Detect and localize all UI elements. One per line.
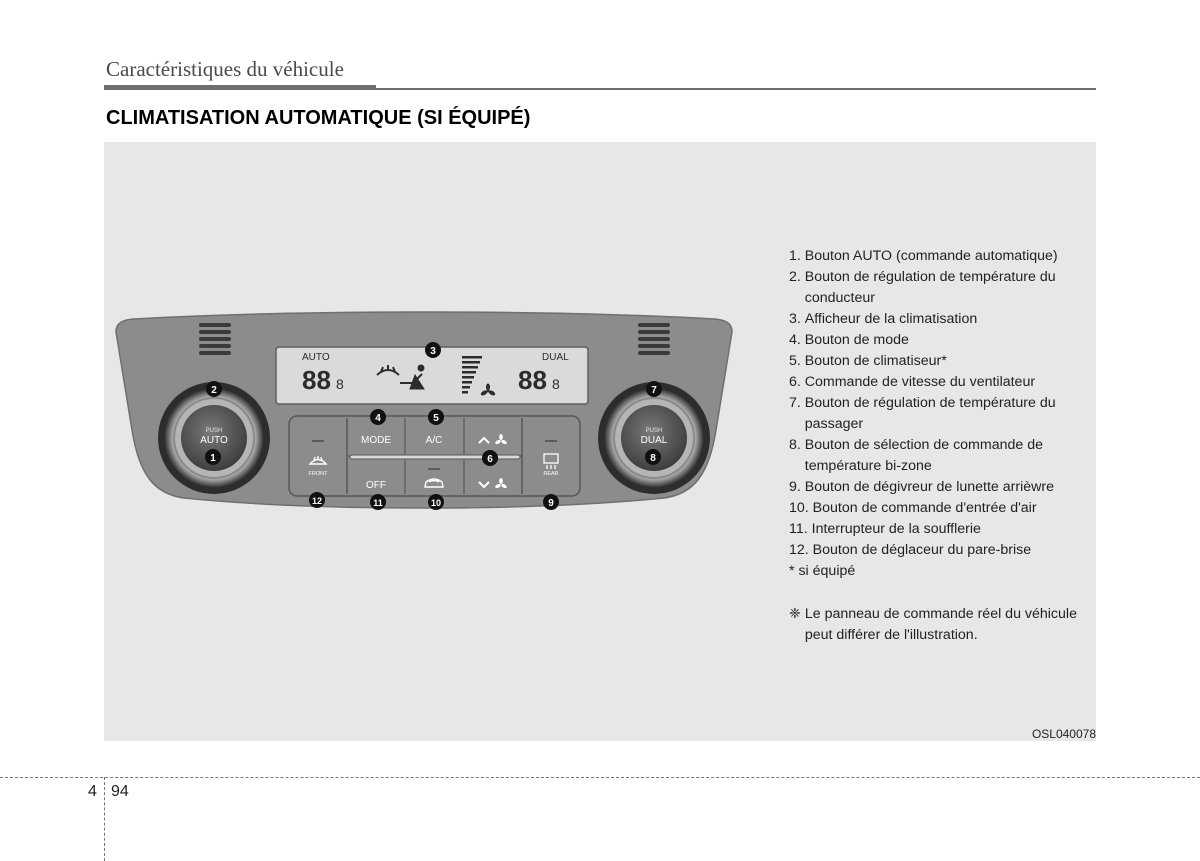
auto-label: AUTO: [200, 435, 228, 446]
svg-text:6: 6: [487, 454, 493, 465]
footer-dashed-divider: [104, 777, 105, 861]
callout-badge: [646, 381, 662, 397]
callout-badge: [205, 449, 221, 465]
svg-text:3: 3: [430, 346, 436, 357]
header-rule-thick: [104, 85, 376, 90]
callout-badge: [206, 381, 222, 397]
svg-text:4: 4: [375, 413, 381, 424]
right-push-label: PUSH: [645, 428, 663, 434]
windshield-defrost-button[interactable]: [291, 418, 345, 494]
legend-note: [789, 604, 1089, 646]
svg-text:2: 2: [211, 385, 217, 396]
legend-item: * si équipé: [789, 563, 856, 579]
callout-badge: [370, 494, 386, 510]
rear-label: REAR: [543, 471, 559, 477]
front-label: FRONT: [308, 471, 328, 477]
legend-item: 3. Afficheur de la climatisation: [789, 311, 978, 327]
callout-badge: [309, 492, 325, 508]
svg-text:7: 7: [651, 385, 657, 396]
svg-text:12: 12: [311, 496, 323, 506]
legend-item: 1. Bouton AUTO (commande automatique): [789, 248, 1058, 264]
legend-item: 4. Bouton de mode: [789, 332, 909, 348]
dual-label: DUAL: [640, 435, 668, 446]
blower-off-button[interactable]: [349, 460, 403, 494]
driver-temp-decimal: 8: [336, 376, 344, 392]
footer-dashed-rule: [0, 777, 1200, 778]
figure-code: OSL040078: [1031, 727, 1096, 741]
callout-badge: [482, 450, 498, 466]
callout-badge: [370, 409, 386, 425]
left-push-label: PUSH: [205, 428, 223, 434]
air-intake-button[interactable]: [407, 460, 462, 494]
legend-item: 10. Bouton de commande d'entrée d'air: [789, 500, 1037, 516]
svg-text:9: 9: [548, 498, 554, 509]
passenger-temp-readout: 88: [518, 365, 547, 395]
legend-item: 9. Bouton de dégivreur de lunette arrièwre: [789, 479, 1055, 495]
header-rule-thin: [376, 88, 1096, 90]
callout-badge: [428, 409, 444, 425]
display-auto-label: AUTO: [302, 352, 330, 363]
legend-item: 12. Bouton de déglaceur du pare-brise: [789, 542, 1032, 558]
note-symbol: ❈: [789, 606, 805, 622]
legend-item: 7. Bouton de régulation de température du passager: [789, 395, 1056, 432]
note-text: Le panneau de commande réel du véhicule peut différer de l'illustration.: [804, 606, 1077, 643]
chapter-number: 4: [88, 783, 97, 800]
mode-label: MODE: [361, 435, 391, 446]
page-number: 94: [111, 783, 129, 800]
ac-label: A/C: [425, 435, 443, 446]
callout-badge: [428, 494, 444, 510]
svg-text:10: 10: [430, 498, 442, 508]
climate-panel-illustration: [104, 142, 744, 741]
svg-text:5: 5: [433, 413, 439, 424]
legend-item: 2. Bouton de régulation de température du conducteur: [789, 269, 1056, 306]
callout-badge: [645, 449, 661, 465]
callout-badge: [543, 494, 559, 510]
figure-box: [104, 142, 1096, 741]
svg-text:11: 11: [373, 498, 383, 508]
off-label: OFF: [366, 480, 386, 491]
legend-item: 8. Bouton de sélection de commande de température bi-zone: [789, 437, 1043, 474]
legend-item: 6. Commande de vitesse du ventilateur: [789, 374, 1036, 390]
legend-list: [789, 246, 1089, 646]
fan-speed-up-button[interactable]: [466, 418, 520, 455]
svg-text:8: 8: [650, 453, 656, 464]
rear-defrost-button[interactable]: [524, 418, 578, 494]
svg-text:1: 1: [210, 453, 216, 464]
legend-item: 11. Interrupteur de la soufflerie: [789, 521, 981, 537]
display-dual-label: DUAL: [542, 352, 569, 363]
page-header-title: Caractéristiques du véhicule: [106, 57, 344, 81]
section-heading: CLIMATISATION AUTOMATIQUE (SI ÉQUIPÉ): [106, 107, 531, 129]
driver-temp-readout: 88: [302, 365, 331, 395]
legend-item: 5. Bouton de climatiseur*: [789, 353, 947, 369]
callout-badge: [425, 342, 441, 358]
passenger-temp-decimal: 8: [552, 376, 560, 392]
